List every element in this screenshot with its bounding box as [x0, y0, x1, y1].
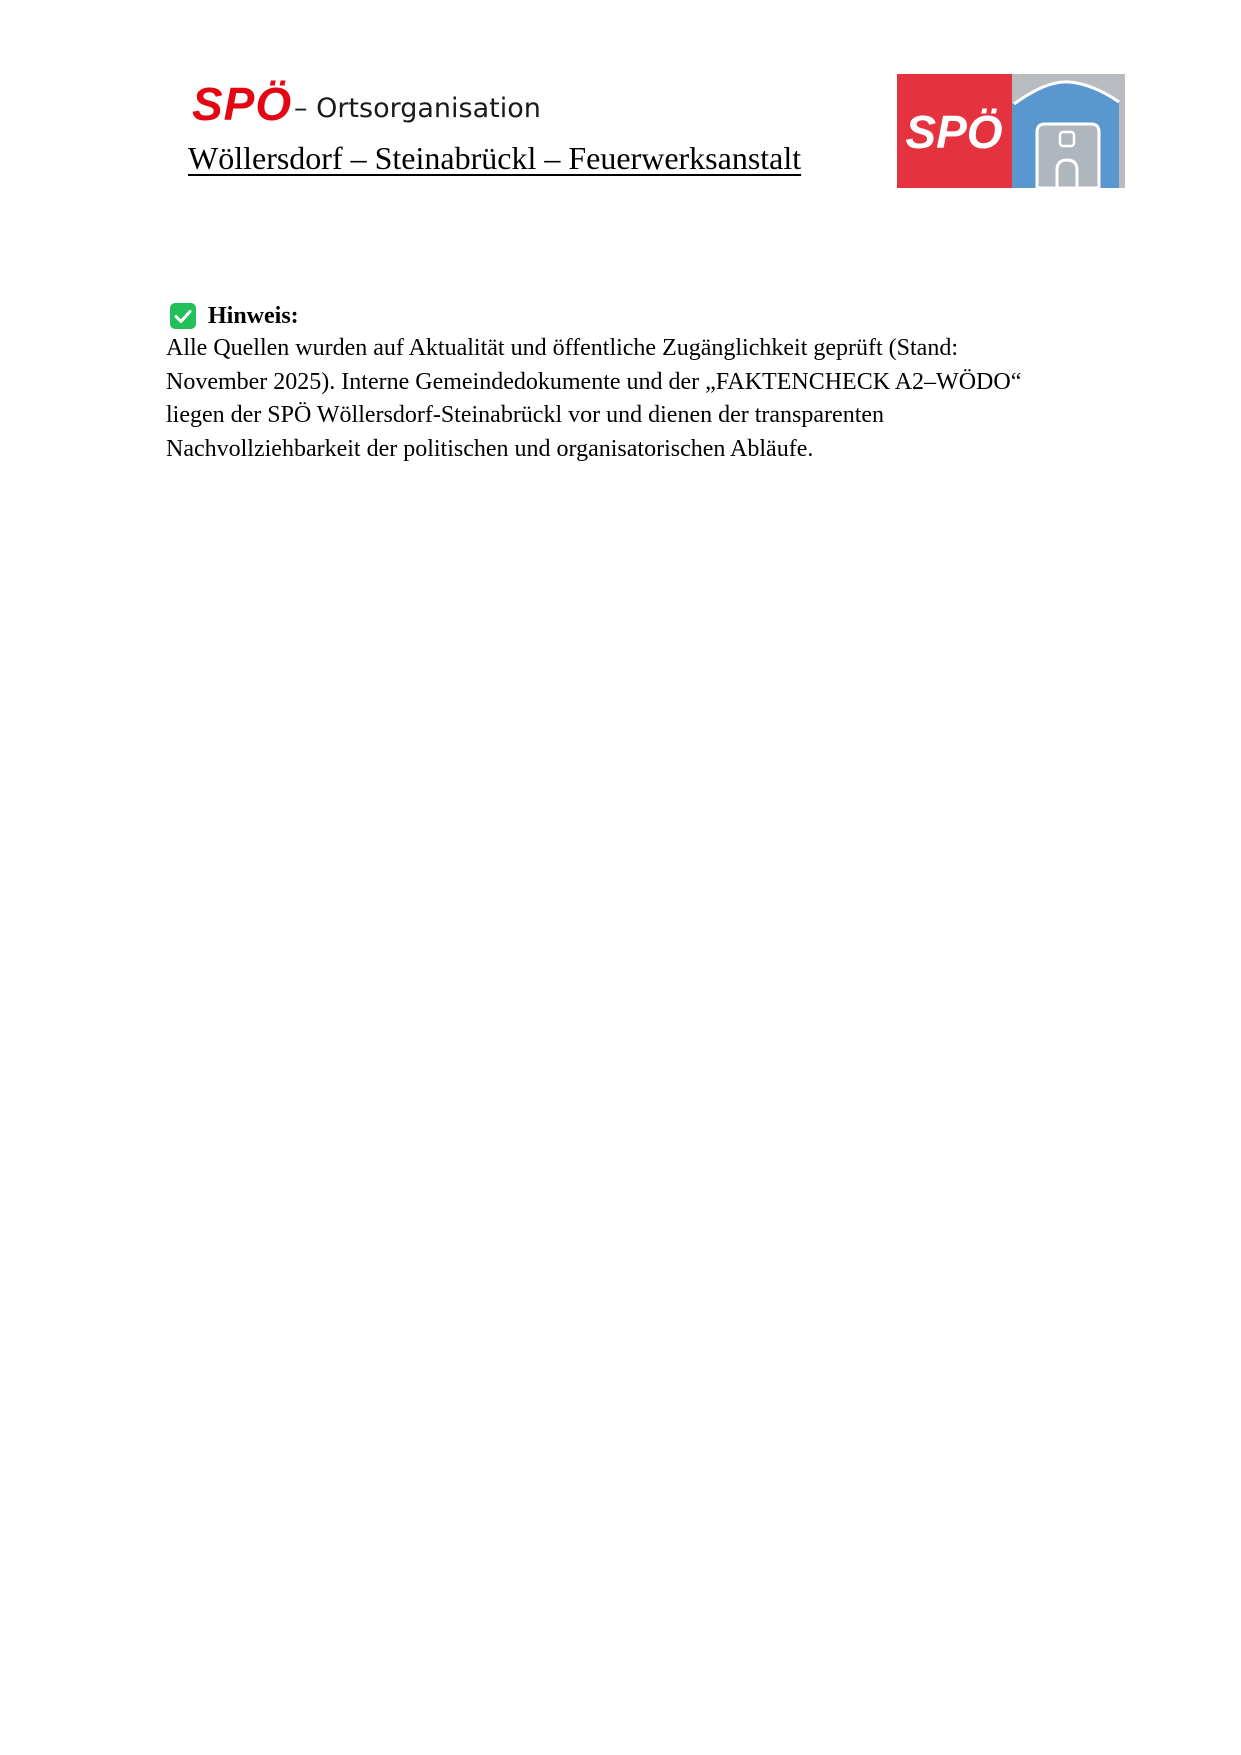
note-heading — [170, 300, 1086, 332]
note-line: November 2025). Interne Gemeindedokumente und der „FAKTENCHECK A2–WÖDO“ — [166, 368, 1022, 395]
note-line: Nachvollziehbarkeit der politischen und organisatorischen Abläufe. — [166, 435, 814, 462]
note-body — [166, 332, 1086, 466]
note-line: liegen der SPÖ Wöllersdorf-Steinabrückl vor und dienen der transparenten — [166, 402, 885, 428]
note-title: Hinweis: — [208, 303, 299, 329]
logo-tower-shape — [1037, 124, 1099, 188]
document-header — [188, 78, 888, 176]
logo-text: SPÖ — [905, 106, 1003, 158]
header-subtitle: Wöllersdorf – Steinabrückl – Feuerwerksanstalt — [188, 140, 802, 176]
spo-logo — [897, 74, 1125, 188]
brand-spo-wordmark: SPÖ — [192, 78, 293, 130]
brand-suffix: – Ortsorganisation — [294, 93, 541, 124]
brand-line — [188, 78, 888, 130]
hinweis-note — [166, 300, 1086, 466]
check-box-icon — [170, 303, 196, 329]
note-line: Alle Quellen wurden auf Aktualität und öffentliche Zugänglichkeit geprüft (Stand: — [166, 335, 958, 361]
